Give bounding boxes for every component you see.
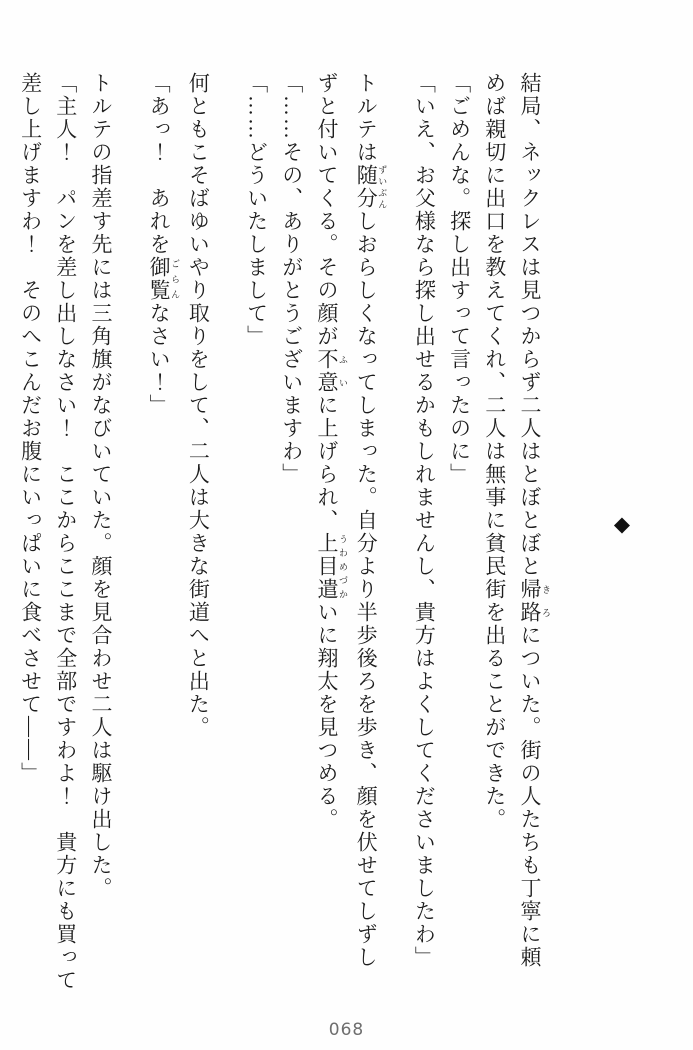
scene-break-diamond-icon: ◆ — [613, 512, 631, 536]
furigana: ごらん — [170, 256, 181, 302]
furigana: きろ — [541, 578, 551, 624]
page-number: 068 — [328, 1020, 365, 1040]
text-line: 「……どういたしまして」 — [244, 72, 269, 348]
text-line: 結局、ネックレスは見つからず二人はとぼとぼと帰路 きろについた。街の人たちも丁寧に頼 — [518, 72, 551, 969]
text-line: ずと付いてくる。その顔が不意 ふいに上げられ、上目遣 うわめづかいに翔太を見つめる。 — [314, 72, 348, 831]
text-block — [18, 72, 570, 1004]
text-line: 「主人！ パンを差し出しなさい！ ここからここまで全部ですわよ！ 貴方にも買って — [53, 72, 78, 992]
text-line: トルテの指差す先には三角旗がなびいていた。顔を見合わせ二人は駆け出した。 — [88, 72, 113, 900]
text-line: 「……その、ありがとうございますわ」 — [279, 72, 304, 486]
text-line: 差し上げますわ！ そのへこんだお腹にいっぱいに食べさせて――」 — [18, 72, 43, 785]
text-line: 何ともこそばゆいやり取りをして、二人は大きな街道へと出た。 — [186, 72, 211, 739]
text-line: トルテは随分 ずいぶんしおらしくなってしまった。自分より半歩後ろを歩き、顔を伏せてしずし — [354, 72, 388, 969]
furigana: ふい — [337, 348, 348, 394]
ruby-annotated-word: 不意 ふい — [314, 348, 348, 394]
furigana: ずいぶん — [377, 164, 388, 210]
ruby-annotated-word: 御覧 ごらん — [147, 256, 181, 302]
ruby-annotated-word: 随分 ずいぶん — [354, 164, 388, 210]
text-line — [0, 72, 12, 1004]
text-line: めば親切に出口を教えてくれ、二人は無事に貧民街を出ることができた。 — [482, 72, 507, 831]
text-line: 「あっ！ あれを御覧 ごらんなさい！」 — [147, 72, 181, 417]
furigana: うわめづか — [337, 532, 348, 601]
ruby-annotated-word: 帰路 きろ — [518, 578, 551, 624]
text-line: 「ごめんな。探し出すって言ったのに」 — [447, 72, 472, 486]
text-line: 「いえ、お父様なら探し出せるかもしれませんし、貴方はよくしてくださいましたわ」 — [412, 72, 437, 969]
ruby-annotated-word: 上目遣 うわめづか — [314, 532, 348, 601]
